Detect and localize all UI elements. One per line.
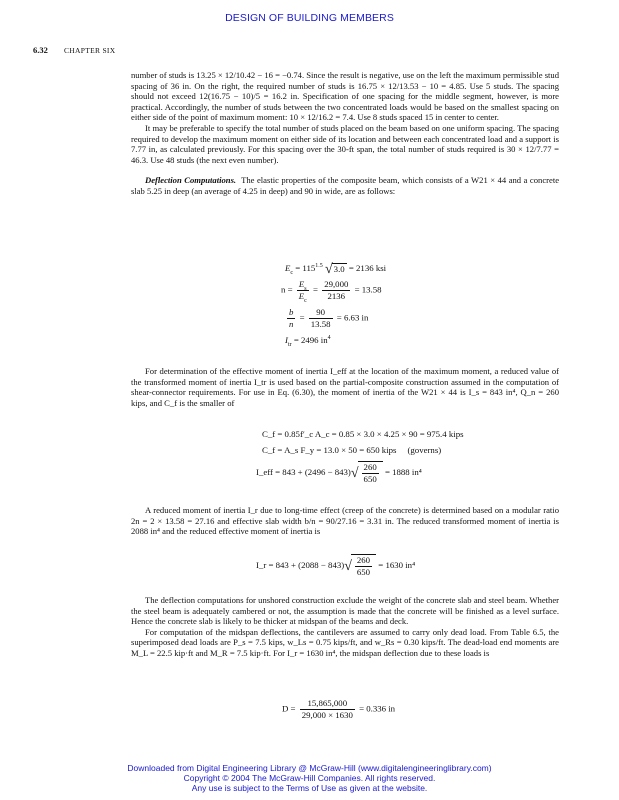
footer — [0, 763, 619, 793]
footer-terms[interactable]: Any use is subject to the Terms of Use as given at the website. — [191, 783, 428, 793]
page-body — [131, 70, 559, 197]
equation-cf-concrete: C_f = 0.85f′_c A_c = 0.85 × 3.0 × 4.25 × 90 = 975.4 kips — [262, 429, 464, 439]
paragraph-studs-left-right: number of studs is 13.25 × 12/10.42 − 16 = −0.74. Since the result is negative, use on the left the maximum permissible stud spacing of 36 in. On the right, the required number of studs is 16.75 × 12/13.53 − 10 = 4.85. Use 5 studs. The spacing should not exceed 12(16.75 − 10)/5 = 16.2 in. Specification of one spacing for the middle segment, however, is more practical. Accordingly, the number of studs between the two concentrated loads would be based on the smallest spacing on either side of the point of maximum moment: 10 × 12/16.2 = 7.4. Use 8 studs spaced 15 in center to center. — [131, 70, 560, 123]
equation-group-properties — [281, 261, 485, 349]
equation-ec: $E_c = 115^{1.5}$ √3.0 = 2136 ksi — [285, 261, 387, 277]
equation-b-over-n: $\frac{b}{n}$ = $\frac{90}{13.58}$ = 6.63 in — [289, 307, 369, 329]
equation-cf-steel: C_f = A_s F_y = 13.0 × 50 = 650 kips (governs) — [262, 445, 442, 455]
running-head — [33, 45, 115, 55]
paragraph-reduced-moment-block — [131, 505, 559, 537]
equation-group-cf — [256, 429, 562, 491]
footer-copyright: Copyright © 2004 The McGraw-Hill Companies. All rights reserved. — [183, 773, 436, 783]
paragraph-deflection-intro — [131, 175, 559, 196]
paragraph-deflection-assumptions: The deflection computations for unshored construction exclude the weight of the concrete slab and steel beam. Whether the steel beam is adequately cambered or not, the assumption is made that the concrete will be finished as a level surface. Hence the concrete slab is likely to be thicker at midspan of the beams and deck. — [131, 595, 559, 627]
footer-download-link[interactable]: Downloaded from Digital Engineering Library @ McGraw-Hill (www.digitalengineeringlibrary.com) — [127, 763, 492, 773]
equation-ieff: I_eff = 843 + (2496 − 843)√ $\frac{260}{650}$ = 1888 in⁴ — [256, 462, 422, 484]
paragraph-reduced-moment: A reduced moment of inertia I_r due to long-time effect (creep of the concrete) is determined based on a modular ratio 2n = 2 × 13.58 = 27.16 and effective slab width b/n = 90/27.16 = 3.31 in. The reduced transformed moment of inertia is 2088 in⁴ and the reduced effective moment of inertia is — [131, 505, 559, 537]
equation-itr: $I_{tr} = 2496$ $in^4$ — [285, 335, 331, 348]
paragraph-uniform-spacing: It may be preferable to specify the total number of studs placed on the beam based on one uniform spacing. The spacing required to develop the maximum moment on either side of its location and between each concentrated load and a support is 7.77 in, as calculated previously. For this spacing over the 30-ft span, the total number of studs required is 30 × 12/7.77 = 46.3. Use 48 studs (the next even number). — [131, 122, 559, 165]
chapter-label: CHAPTER SIX — [64, 46, 116, 55]
section-heading: Deflection Computations. — [145, 175, 237, 186]
equation-n: n = $\frac{E_s}{E_c}$ = $\frac{29,000}{2136}$ = 13.58 — [281, 279, 382, 304]
paragraph-deflection-text: The elastic properties of the composite beam, which consists of a W21 × 44 and a concrete slab 5.25 in deep (an average of 4.25 in deep) and 90 in wide, are as follows: — [131, 175, 560, 196]
equation-deflection: D = $\frac{15,865,000}{29,000 \times 1630}$ = 0.336 in — [282, 698, 396, 720]
book-header-title: DESIGN OF BUILDING MEMBERS — [225, 12, 394, 24]
paragraph-effective-moment: For determination of the effective moment of inertia I_eff at the location of the maximum moment, a reduced value of the transformed moment of inertia I_tr is used based on the partial-composite construction assumed in the computation of shear-connector requirements. For use in Eq. (6.30), the moment of inertia of the W21 × 44 is I_s = 843 in⁴, Q_n = 260 kips, and C_f is the smaller of — [131, 366, 559, 408]
paragraph-effective-moment-block — [131, 366, 559, 408]
paragraph-deflection-assumptions-block — [131, 595, 559, 659]
paragraph-midspan-deflection: For computation of the midspan deflections, the cantilevers are assumed to carry only dead load. From Table 6.5, the superimposed dead loads are P_s = 7.5 kips, w_Ls = 0.75 kips/ft, and w_Rs = 0.30 kips/ft. The dead-load end moments are M_L = 22.5 kip·ft and M_R = 7.5 kip·ft. For I_r = 1630 in⁴, the midspan deflection due to these loads is — [131, 626, 559, 658]
page-number: 6.32 — [33, 45, 48, 55]
equation-ir: I_r = 843 + (2088 − 843)√ $\frac{260}{650}$ = 1630 in⁴ — [256, 555, 416, 577]
